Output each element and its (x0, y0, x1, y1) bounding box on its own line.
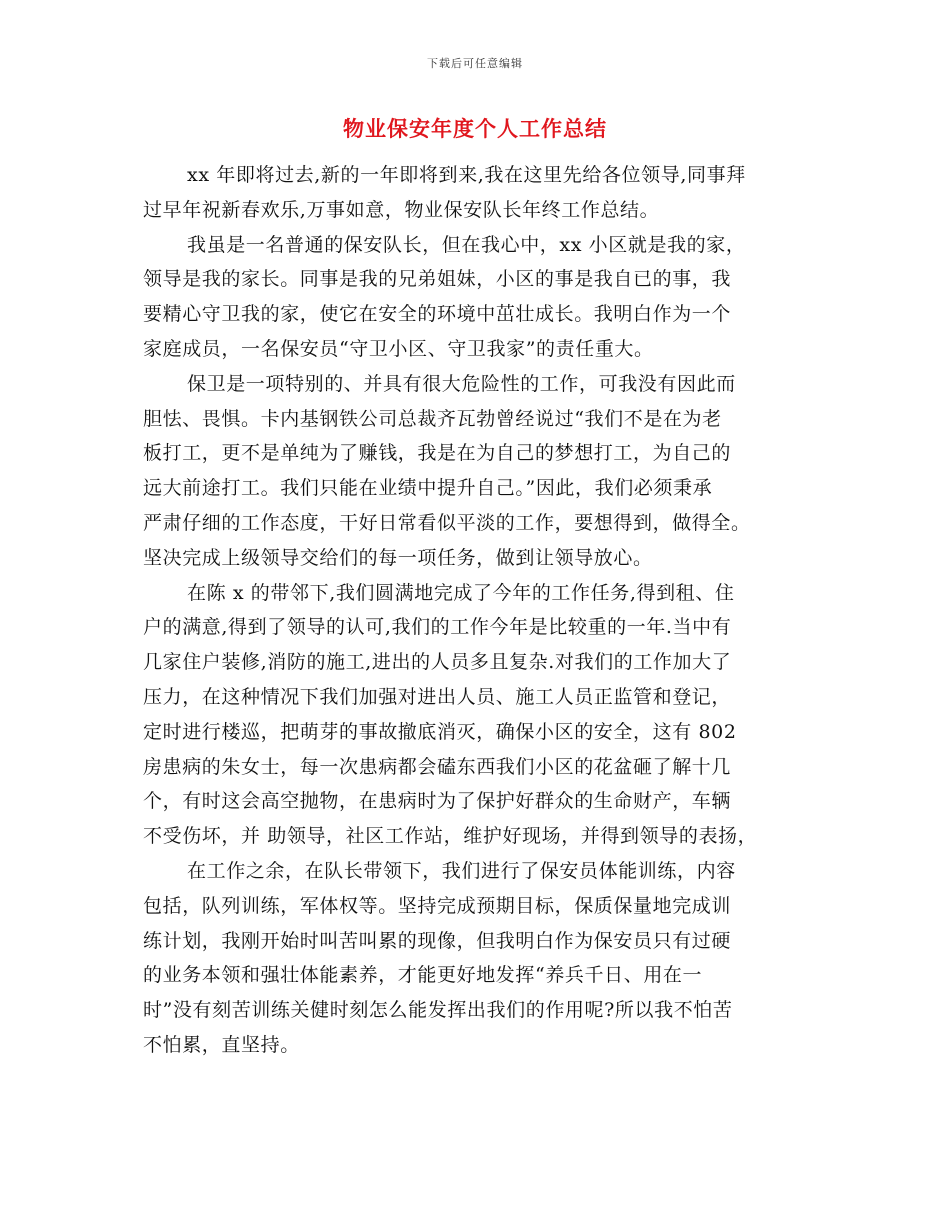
paragraph-line: xx 年即将过去,新的一年即将到来,我在这里先给各位领导,同事拜 (187, 164, 746, 186)
paragraph-line: 时”没有刻苦训练关健时刻怎么能发挥出我们的作用呢?所以我不怕苦 (143, 999, 733, 1022)
paragraph-3 (143, 367, 823, 576)
paragraph-line: 板打工，更不是单纯为了赚钱，我是在为自己的梦想打工，为自己的 (143, 442, 732, 465)
paragraph-line: 不受伤坏，并 助领导，社区工作站，维护好现场，并得到领导的表扬， (143, 825, 758, 848)
paragraph-line: 远大前途打工。我们只能在业绩中提升自己。”因此，我们必须秉承 (143, 477, 713, 500)
paragraph-line: 户的满意,得到了领导的认可,我们的工作今年是比较重的一年.当中有 (143, 616, 732, 639)
paragraph-line: 坚决完成上级领导交给们的每一项任务，做到让领导放心。 (143, 546, 653, 569)
paragraph-line: 定时进行楼巡，把萌芽的事故撤底消灭，确保小区的安全，这有 802 (143, 720, 737, 743)
paragraph-line: 在工作之余，在队长带领下，我们进行了保安员体能训练，内容 (187, 859, 736, 882)
paragraph-line: 的业务本领和强壮体能素养，才能更好地发挥“养兵千日、用在一 (143, 964, 703, 987)
paragraph-line: 保卫是一项特别的、并具有很大危险性的工作，可我没有因此而 (187, 372, 736, 395)
paragraph-1 (143, 158, 823, 228)
paragraph-line: 过早年祝新春欢乐,万事如意，物业保安队长年终工作总结。 (143, 198, 660, 221)
paragraph-line: 我虽是一名普通的保安队长，但在我心中，xx 小区就是我的家， (187, 233, 746, 256)
paragraph-line: 房患病的朱女士，每一次患病都会磕东西我们小区的花盆砸了解十几 (143, 755, 732, 778)
paragraph-line: 领导是我的家长。同事是我的兄弟姐妹，小区的事是我自已的事，我 (143, 268, 732, 291)
paragraph-4 (143, 576, 823, 854)
paragraph-line: 包括，队列训练，军体权等。坚持完成预期目标，保质保量地完成训 (143, 894, 732, 917)
page-header: 下载后可任意编辑 (427, 57, 523, 70)
paragraph-line: 胆怯、畏惧。卡内基钢铁公司总裁齐瓦勃曾经说过“我们不是在为老 (143, 407, 722, 430)
paragraph-line: 压力，在这种情况下我们加强对进出人员、施工人员正监管和登记， (143, 685, 732, 708)
document-body (143, 158, 823, 1063)
paragraph-line: 不怕累，直坚持。 (143, 1033, 300, 1056)
paragraph-line: 要精心守卫我的家，使它在安全的环境中茁壮成长。我明白作为一个 (143, 303, 732, 326)
paragraph-line: 几家住户装修,消防的施工,进出的人员多且复杂.对我们的工作加大了 (143, 651, 732, 674)
paragraph-line: 个，有时这会高空抛物，在患病时为了保护好群众的生命财产，车辆 (143, 790, 732, 813)
paragraph-line: 家庭成员，一名保安员“守卫小区、守卫我家”的责任重大。 (143, 337, 654, 360)
paragraph-2 (143, 228, 823, 367)
paragraph-line: 练计划，我刚开始时叫苦叫累的现像，但我明白作为保安员只有过硬 (143, 929, 732, 952)
paragraph-line: 严肃仔细的工作态度，干好日常看似平淡的工作，要想得到，做得全。 (143, 511, 751, 534)
document-title: 物业保安年度个人工作总结 (343, 116, 607, 141)
paragraph-5 (143, 854, 823, 1063)
paragraph-line: 在陈 x 的带邻下,我们圆满地完成了今年的工作任务,得到租、住 (187, 581, 735, 604)
